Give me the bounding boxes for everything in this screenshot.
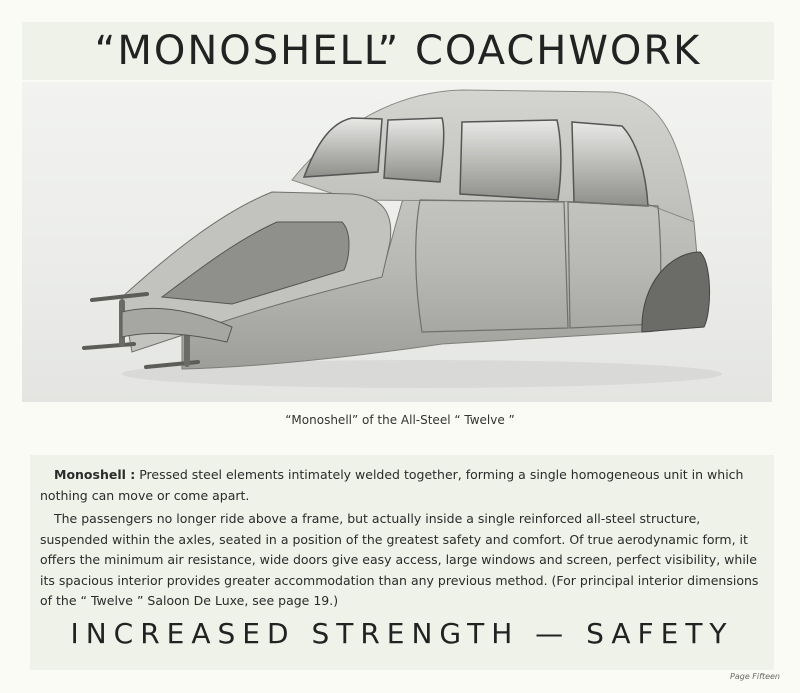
car-shell-illustration (22, 82, 772, 402)
rear-side-window (384, 118, 444, 182)
figure-caption: “Monoshell” of the All-Steel “ Twelve ” (285, 413, 515, 427)
lead-text: Pressed steel elements intimately welded together, forming a single homogeneous unit in which nothing can move or come apart. (40, 467, 744, 503)
front-side-window (460, 120, 561, 200)
lead-term: Monoshell : (54, 467, 136, 482)
paragraph-monoshell (40, 465, 764, 506)
rear-quarter-window (304, 118, 382, 177)
paragraph-passengers: The passengers no longer ride above a frame, but actually inside a single reinforced all-steel structure, suspended within the axles, seated in a position of the greatest safety and comfort. Of true aerodynamic form, it offers the minimum air resistance, wide doors give easy access, large windows and screen, perfect visibility, while its spacious interior provides greater accommodation than any previous method. (For principal interior dimensions of the “ Twelve ” Saloon De Luxe, see page 19.) (40, 511, 759, 608)
car-shell-photo (22, 82, 772, 402)
slogan: INCREASED STRENGTH — SAFETY (70, 617, 734, 650)
text-panel (30, 455, 774, 670)
title-band (22, 22, 774, 80)
page-title: “MONOSHELL” COACHWORK (94, 28, 702, 74)
page-number: Page Fifteen (730, 672, 780, 681)
